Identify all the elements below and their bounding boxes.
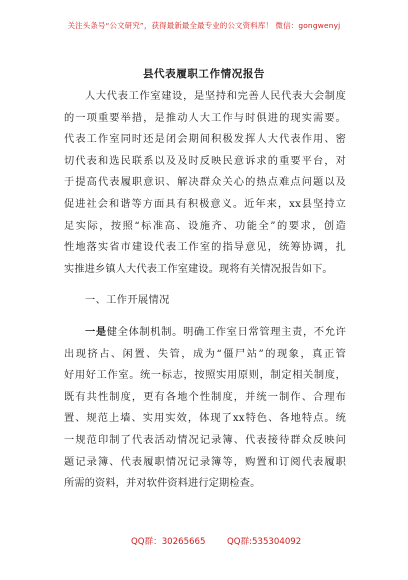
- intro-line: 于提高代表履职意识、解决群众关心的热点难点问题以及: [64, 177, 346, 189]
- intro-line: 实推进乡镇人大代表工作室建设。现将有关情况报告如下。: [64, 263, 333, 275]
- header-banner: 关注头条号“公文研究”，获得最新最全最专业的公文资料库！ 微信：gongwenyj: [67, 21, 341, 30]
- point-line: 置、规范上墙、实用实效，体现了xx特色、各地特点。统: [64, 413, 346, 425]
- point-line: 所需的资料，并对软件资料进行定期检查。: [64, 478, 261, 490]
- intro-line: 人大代表工作室建设，是坚持和完善人民代表大会制度: [85, 91, 346, 102]
- document-title: 县代表履职工作情况报告: [142, 68, 266, 80]
- point-lead: 一是: [85, 325, 107, 338]
- intro-line: 代表工作室同时还是闭会期间积极发挥人大代表作用、密: [64, 134, 346, 146]
- point-line: 既有共性制度，更有各地个性制度，并统一制作、合理布: [64, 391, 346, 403]
- intro-line: 的一项重要举措，是推动人大工作与时俱进的现实需要。: [64, 112, 346, 124]
- point-line: 一规范印制了代表活动情况记录簿、代表接待群众反映问: [64, 434, 346, 446]
- point-line: [64, 322, 346, 344]
- intro-line: 性地落实省市建设代表工作室的指导意见，统筹协调，扎: [64, 242, 346, 254]
- intro-line: 促进社会和谐等方面具有积极意义。近年来，xx县坚持立: [64, 198, 346, 210]
- section-heading: 一、工作开展情况: [85, 295, 170, 307]
- intro-line: 足实际，按照“标准高、设施齐、功能全”的要求，创造: [64, 220, 346, 232]
- intro-paragraph: [64, 86, 346, 280]
- point-line-text: 健全体制机制。明确工作室日常管理主责，不允许: [106, 326, 346, 338]
- qq-group-primary: QQ群：30265665: [131, 537, 206, 547]
- point-one-paragraph: [64, 322, 346, 495]
- qq-group-secondary: QQ群:535304092: [227, 537, 302, 547]
- document-body: [64, 86, 346, 495]
- point-line: 好用好工作室。统一标志，按照实用原则，制定相关制度，: [64, 370, 346, 382]
- point-line: 出现挤占、闲置、失管，成为“僵尸站”的现象，真正管: [64, 348, 346, 360]
- point-line: 题记录簿、代表履职情况记录簿等，购置和订阅代表履职: [64, 456, 346, 468]
- intro-line: 切代表和选民联系以及及时反映民意诉求的重要平台，对: [64, 155, 346, 167]
